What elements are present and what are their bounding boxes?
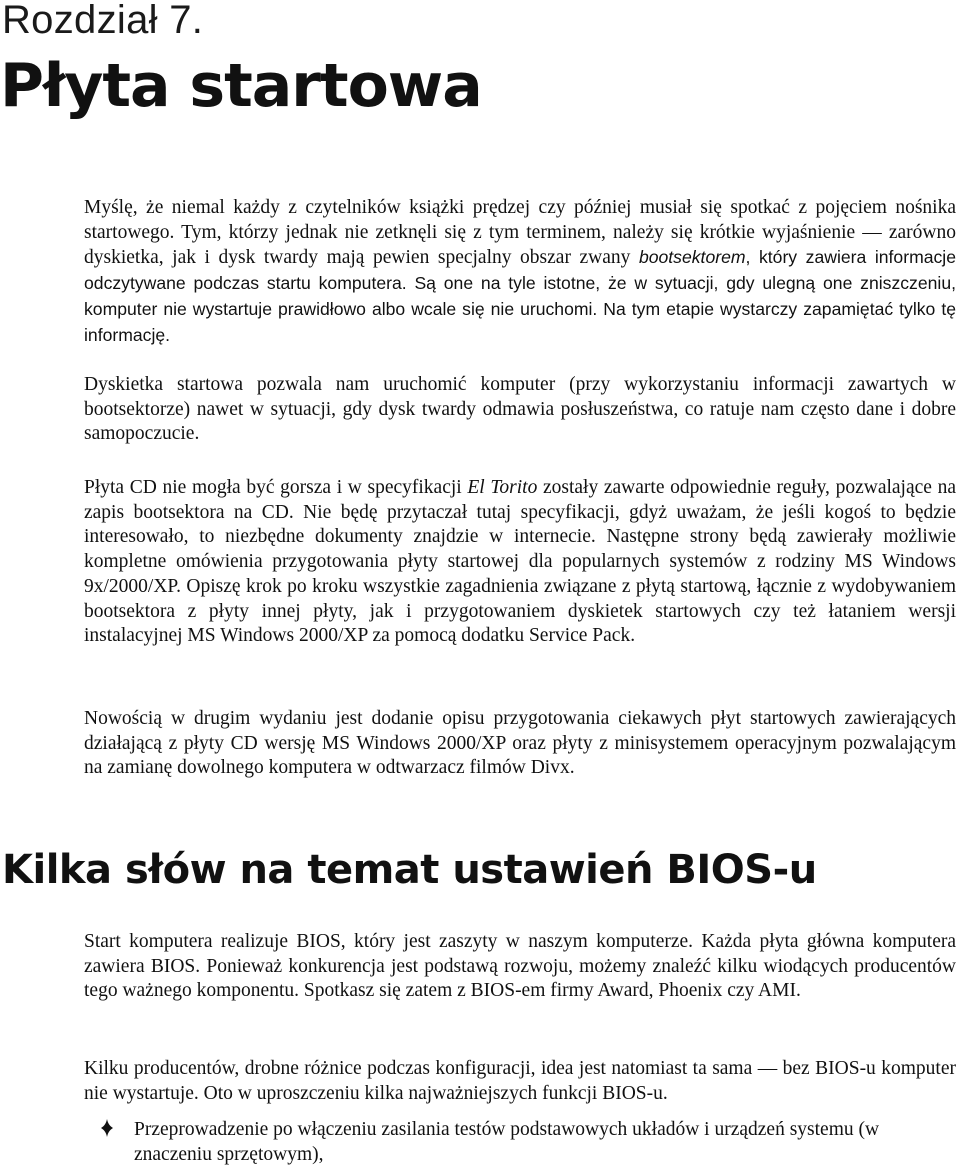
term-el-torito: El Torito xyxy=(467,477,538,498)
intro-paragraph-2: Dyskietka startowa pozwala nam uruchomić komputer (przy wykorzystaniu informacji zawartych w bootsektorze) nawet w sytuacji, gdy dysk twardy odmawia posłuszeństwa, co ratuje nam często dane i dobre samopoczucie. xyxy=(84,374,956,445)
section-paragraph-2: Kilku producentów, drobne różnice podczas konfiguracji, idea jest natomiast ta sama — bez BIOS-u komputer nie wystartuje. Oto w uproszczeniu kilka najważniejszych funkcji BIOS-u. xyxy=(84,1058,956,1104)
intro-paragraph-1-end: , który zawiera informacje odczytywane podczas startu komputera. Są one na tyle istotne, że w sytuacji, gdy ulegną one zniszczeniu, komputer nie wystartuje prawidłowo albo wcale się nie uruchomi. Na tym etapie wystarczy zapamiętać tylko tę informację. xyxy=(84,247,957,345)
page-title: Płyta startowa xyxy=(0,51,482,121)
diamond-bullet-shape xyxy=(100,1118,114,1138)
intro-paragraph-1-start: Myślę, że niemal każdy z czytelników książki prędzej czy później musiał się spotkać z pojęciem nośnika startowego. Tym, którzy jednak nie zetknęli się z tym terminem, należy się krótkie wyjaśnienie — zarówno dyskietka, jak i dysk twardy mają pewien specjalny obszar zwany xyxy=(84,197,956,269)
intro-paragraph-3-end: zostały zawarte odpowiednie reguły, pozwalające na zapis bootsektora na CD. Nie będę przytaczał tutaj specyfikacji, gdyż uważam, że jeśli kogoś to będzie interesowało, to niezbędne dokumenty znajdzie w internecie. Następne strony będą zawierały możliwie kompletne omówienia przygotowania płyty startowej dla popularnych systemów z rodziny MS Windows 9x/2000/XP. Opiszę krok po kroku wszystkie zagadnienia związane z płytą startową, łącznie z wydobywaniem bootsektora z płyty innej płyty, jak i przygotowaniem dyskietek startowych czy też łataniem wersji instalacyjnej MS Windows 2000/XP za pomocą dodatku Service Pack. xyxy=(84,477,956,647)
list-item-text: Przeprowadzenie po włączeniu zasilania testów podstawowych układów i urządzeń systemu (w znaczeniu sprzętowym), xyxy=(134,1119,880,1165)
section-heading: Kilka słów na temat ustawień BIOS-u xyxy=(2,847,817,893)
intro-paragraph-4: Nowością w drugim wydaniu jest dodanie opisu przygotowania ciekawych płyt startowych zawierających działającą z płyty CD wersję MS Windows 2000/XP oraz płyty z minisystemem operacyjnym pozwalającym na zamianę dowolnego komputera w odtwarzacz filmów Divx. xyxy=(84,708,956,779)
list-item xyxy=(100,1118,960,1167)
diamond-bullet-icon xyxy=(100,1118,126,1144)
intro-paragraph-1 xyxy=(84,196,956,348)
intro-paragraph-3 xyxy=(84,476,956,649)
intro-paragraph-3-start: Płyta CD nie mogła być gorsza i w specyfikacji xyxy=(84,477,468,498)
section-paragraph-1: Start komputera realizuje BIOS, który jest zaszyty w naszym komputerze. Każda płyta główna komputera zawiera BIOS. Ponieważ konkurencja jest podstawą rozwoju, możemy znaleźć kilku wiodących producentów tego ważnego komponentu. Spotkasz się zatem z BIOS-em firmy Award, Phoenix czy AMI. xyxy=(84,931,956,1002)
chapter-label: Rozdział 7. xyxy=(2,0,204,42)
term-bootsektor: bootsektorem xyxy=(638,247,746,268)
